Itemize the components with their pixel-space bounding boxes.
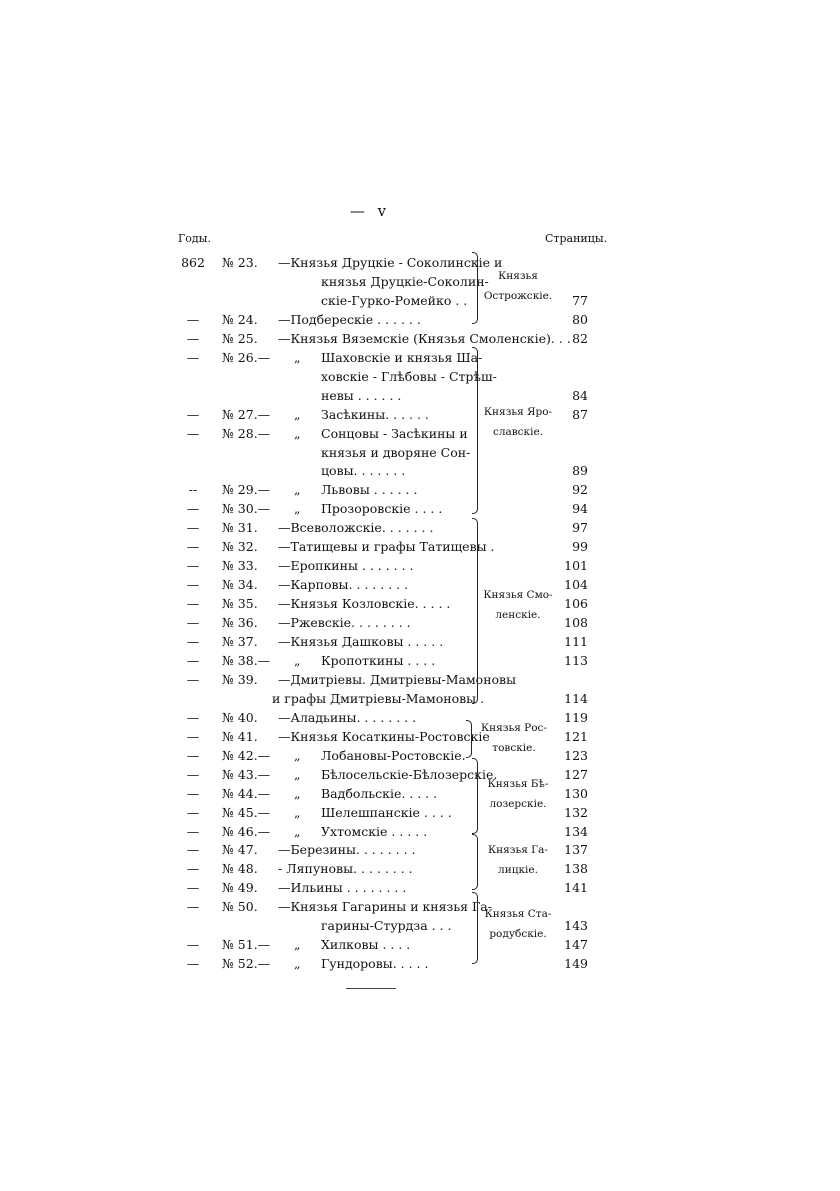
table-row — [0, 803, 840, 822]
page-number-cell: 89 — [572, 463, 588, 479]
table-row — [0, 518, 840, 537]
ditto-mark: „ — [294, 823, 301, 839]
table-row — [0, 689, 840, 708]
ditto-mark: „ — [294, 785, 301, 801]
entry-title: цовы. . . . . . . — [321, 463, 406, 479]
entry-title: —Подберескіе . . . . . . — [278, 311, 421, 327]
table-row — [0, 651, 840, 670]
year-cell: — — [186, 766, 200, 782]
year-cell: — — [186, 539, 200, 555]
table-row — [0, 386, 840, 405]
entry-title: Шелешпанскіе . . . . — [321, 804, 452, 820]
year-cell: — — [186, 558, 200, 574]
entry-title: —Ильины . . . . . . . . — [278, 880, 407, 896]
entry-title: —Князья Вяземскіе (Князья Смоленскіе). . . — [278, 330, 571, 346]
year-cell: — — [186, 804, 200, 820]
entry-number: № 42.— — [222, 747, 271, 763]
entry-number: № 25. — [222, 330, 258, 346]
page-number-cell: 94 — [572, 501, 588, 517]
year-cell: — — [186, 747, 200, 763]
table-row — [0, 537, 840, 556]
entry-number: № 33. — [222, 558, 258, 574]
year-cell: — — [186, 596, 200, 612]
table-row — [0, 443, 840, 462]
table-row — [0, 272, 840, 291]
entry-number: № 39. — [222, 671, 258, 687]
entry-number: № 48. — [222, 861, 258, 877]
year-cell: — — [186, 861, 200, 877]
entry-number: № 23. — [222, 255, 258, 270]
year-cell: — — [186, 880, 200, 896]
page-number-cell: 132 — [564, 804, 588, 820]
entry-number: № 46.— — [222, 823, 271, 839]
entry-number: № 27.— — [222, 406, 271, 422]
ditto-mark: „ — [294, 652, 301, 668]
page-number-cell: 130 — [564, 785, 588, 801]
ditto-mark: „ — [294, 349, 301, 365]
page-number-cell: 137 — [564, 842, 588, 858]
entry-title: —Князья Козловскіе. . . . . — [278, 596, 451, 612]
entry-number: № 32. — [222, 539, 258, 555]
entry-title: Бѣлосельскіе-Бѣлозерскіе. — [321, 766, 498, 782]
page-number-cell: 114 — [564, 690, 588, 706]
table-row — [0, 424, 840, 443]
year-cell: — — [186, 577, 200, 593]
table-row — [0, 859, 840, 878]
page-number: — v — [349, 202, 391, 220]
entry-title: —Еропкины . . . . . . . — [278, 558, 414, 574]
page-number-cell: 80 — [572, 311, 588, 327]
year-cell: — — [186, 634, 200, 649]
table-row — [0, 310, 840, 329]
table-row — [0, 613, 840, 632]
group-label: Князья Яро- славскіе. — [483, 406, 553, 438]
ditto-mark: „ — [294, 804, 301, 820]
table-row — [0, 575, 840, 594]
entry-title: князья и дворяне Сон- — [321, 444, 471, 460]
group-label: Князья Острожскіе. — [483, 270, 553, 302]
year-cell: -- — [188, 482, 198, 498]
entry-number: № 35. — [222, 596, 258, 612]
table-row — [0, 253, 840, 272]
entry-title: и графы Дмитріевы-Мамоновы . — [272, 690, 485, 706]
page-number-cell: 138 — [564, 861, 588, 877]
table-row — [0, 708, 840, 727]
page-number-cell: 141 — [564, 880, 588, 896]
entry-number: № 41. — [222, 728, 258, 744]
year-cell: — — [186, 652, 200, 668]
table-row — [0, 348, 840, 367]
entry-title: —Князья Дашковы . . . . . — [278, 634, 444, 649]
group-label: Князья Рос- товскіе. — [481, 722, 547, 754]
entry-title: князья Друцкіе-Соколин- — [321, 273, 489, 289]
entry-number: № 37. — [222, 634, 258, 649]
year-cell: — — [186, 520, 200, 536]
entry-title: Львовы . . . . . . — [321, 482, 418, 498]
page-number-cell: 149 — [564, 956, 588, 972]
entry-number: № 45.— — [222, 804, 271, 820]
year-cell: — — [186, 956, 200, 972]
entry-title: —Татищевы и графы Татищевы . — [278, 539, 495, 555]
entry-number: № 31. — [222, 520, 258, 536]
entry-title: Гундоровы. . . . . — [321, 956, 429, 972]
page-number-cell: 87 — [572, 406, 588, 422]
table-row — [0, 291, 840, 310]
year-cell: — — [186, 615, 200, 631]
page-number-cell: 82 — [572, 330, 588, 346]
year-cell: — — [186, 671, 200, 687]
page-number-cell: 84 — [572, 387, 588, 403]
page-number-cell: 97 — [572, 520, 588, 536]
table-row — [0, 461, 840, 480]
entry-number: № 28.— — [222, 425, 271, 441]
entry-number: № 44.— — [222, 785, 271, 801]
year-cell: — — [186, 785, 200, 801]
year-cell: — — [186, 842, 200, 858]
year-cell: 862 — [181, 255, 205, 270]
entry-title: гарины-Стурдза . . . — [321, 918, 452, 934]
table-row — [0, 822, 840, 841]
entry-number: № 36. — [222, 615, 258, 631]
table-row — [0, 632, 840, 651]
page-number-cell: 104 — [564, 577, 588, 593]
table-row — [0, 840, 840, 859]
year-cell: — — [186, 937, 200, 953]
group-label: Князья Га- лицкіе. — [488, 844, 548, 876]
page-number-cell: 108 — [564, 615, 588, 631]
entry-title: —Карповы. . . . . . . . — [278, 577, 409, 593]
page-number-cell: 147 — [564, 937, 588, 953]
ditto-mark: „ — [294, 766, 301, 782]
page-number-cell: 111 — [564, 634, 588, 649]
entry-number: № 34. — [222, 577, 258, 593]
table-row — [0, 935, 840, 954]
entry-number: № 29.— — [222, 482, 271, 498]
table-row — [0, 727, 840, 746]
entry-title: —Князья Косаткины-Ростовскіе — [278, 728, 490, 744]
entry-title: Лобановы-Ростовскіе. — [321, 747, 466, 763]
entry-title: Вадбольскіе. . . . . — [321, 785, 438, 801]
table-row — [0, 897, 840, 916]
entry-title: —Аладьины. . . . . . . . — [278, 709, 417, 725]
entry-title: Ухтомскіе . . . . . — [321, 823, 428, 839]
table-row — [0, 594, 840, 613]
page-number-cell: 143 — [564, 918, 588, 934]
entry-number: № 24. — [222, 311, 258, 327]
group-label: Князья Смо- ленскіе. — [483, 589, 553, 621]
page-number-cell: 123 — [564, 747, 588, 763]
group-brace — [466, 720, 472, 758]
closing-rule — [346, 988, 396, 989]
year-cell: — — [186, 709, 200, 725]
entry-title: —Ржевскіе. . . . . . . . — [278, 615, 411, 631]
group-label: Князья Бѣ- лозерскіе. — [487, 778, 549, 810]
page-number-cell: 127 — [564, 766, 588, 782]
table-row — [0, 367, 840, 386]
ditto-mark: „ — [294, 956, 301, 972]
entry-number: № 26.— — [222, 349, 271, 365]
page-number-cell: 113 — [564, 652, 588, 668]
table-row — [0, 954, 840, 973]
header-pages: Страницы. — [545, 232, 608, 245]
year-cell: — — [186, 349, 200, 365]
entry-number: № 38.— — [222, 652, 271, 668]
entry-title: Сонцовы - Засѣкины и — [321, 425, 468, 441]
page-number-cell: 77 — [572, 292, 588, 308]
entry-number: № 47. — [222, 842, 258, 858]
page-number-cell: 121 — [564, 728, 588, 744]
entry-title: —Всеволожскіе. . . . . . . — [278, 520, 434, 536]
table-row — [0, 405, 840, 424]
ditto-mark: „ — [294, 501, 301, 517]
entry-title: невы . . . . . . — [321, 387, 402, 403]
year-cell: — — [186, 406, 200, 422]
ditto-mark: „ — [294, 482, 301, 498]
table-row — [0, 499, 840, 518]
entry-number: № 52.— — [222, 956, 271, 972]
year-cell: — — [186, 425, 200, 441]
page-number-cell: 101 — [564, 558, 588, 574]
ditto-mark: „ — [294, 747, 301, 763]
ditto-mark: „ — [294, 937, 301, 953]
ditto-mark: „ — [294, 406, 301, 422]
header-years: Годы. — [178, 232, 211, 245]
entry-number: № 43.— — [222, 766, 271, 782]
entry-title: Хилковы . . . . — [321, 937, 411, 953]
year-cell: — — [186, 330, 200, 346]
table-row — [0, 784, 840, 803]
entry-title: —Князья Друцкіе - Соколинскіе и — [278, 255, 503, 270]
table-row — [0, 670, 840, 689]
table-row — [0, 765, 840, 784]
table-row — [0, 746, 840, 765]
year-cell: — — [186, 311, 200, 327]
entry-title: Прозоровскіе . . . . — [321, 501, 443, 517]
table-row — [0, 556, 840, 575]
group-label: Князья Ста- родубскіе. — [484, 908, 552, 940]
page-number-cell: 134 — [564, 823, 588, 839]
entry-title: Кропоткины . . . . — [321, 652, 436, 668]
entry-title: —Дмитріевы. Дмитріевы-Мамоновы — [278, 671, 517, 687]
entry-number: № 49. — [222, 880, 258, 896]
entry-title: скіе-Гурко-Ромейко . . — [321, 292, 468, 308]
entry-title: - Ляпуновы. . . . . . . . — [278, 861, 413, 877]
entry-title: ховскіе - Глѣбовы - Стрѣш- — [321, 368, 497, 384]
entry-title: Засѣкины. . . . . . — [321, 406, 429, 422]
entry-number: № 40. — [222, 709, 258, 725]
page-number-cell: 92 — [572, 482, 588, 498]
year-cell: — — [186, 823, 200, 839]
entry-title: Шаховскіе и князья Ша- — [321, 349, 483, 365]
page-number-cell: 106 — [564, 596, 588, 612]
table-row — [0, 878, 840, 897]
entry-title: —Березины. . . . . . . . — [278, 842, 416, 858]
entry-title: —Князья Гагарины и князья Га- — [278, 899, 492, 915]
entry-number: № 30.— — [222, 501, 271, 517]
year-cell: — — [186, 728, 200, 744]
entry-number: № 50. — [222, 899, 258, 915]
entry-number: № 51.— — [222, 937, 271, 953]
ditto-mark: „ — [294, 425, 301, 441]
page-number-cell: 119 — [564, 709, 588, 725]
table-row — [0, 329, 840, 348]
year-cell: — — [186, 501, 200, 517]
table-row — [0, 916, 840, 935]
page-number-cell: 99 — [572, 539, 588, 555]
year-cell: — — [186, 899, 200, 915]
table-row — [0, 480, 840, 499]
